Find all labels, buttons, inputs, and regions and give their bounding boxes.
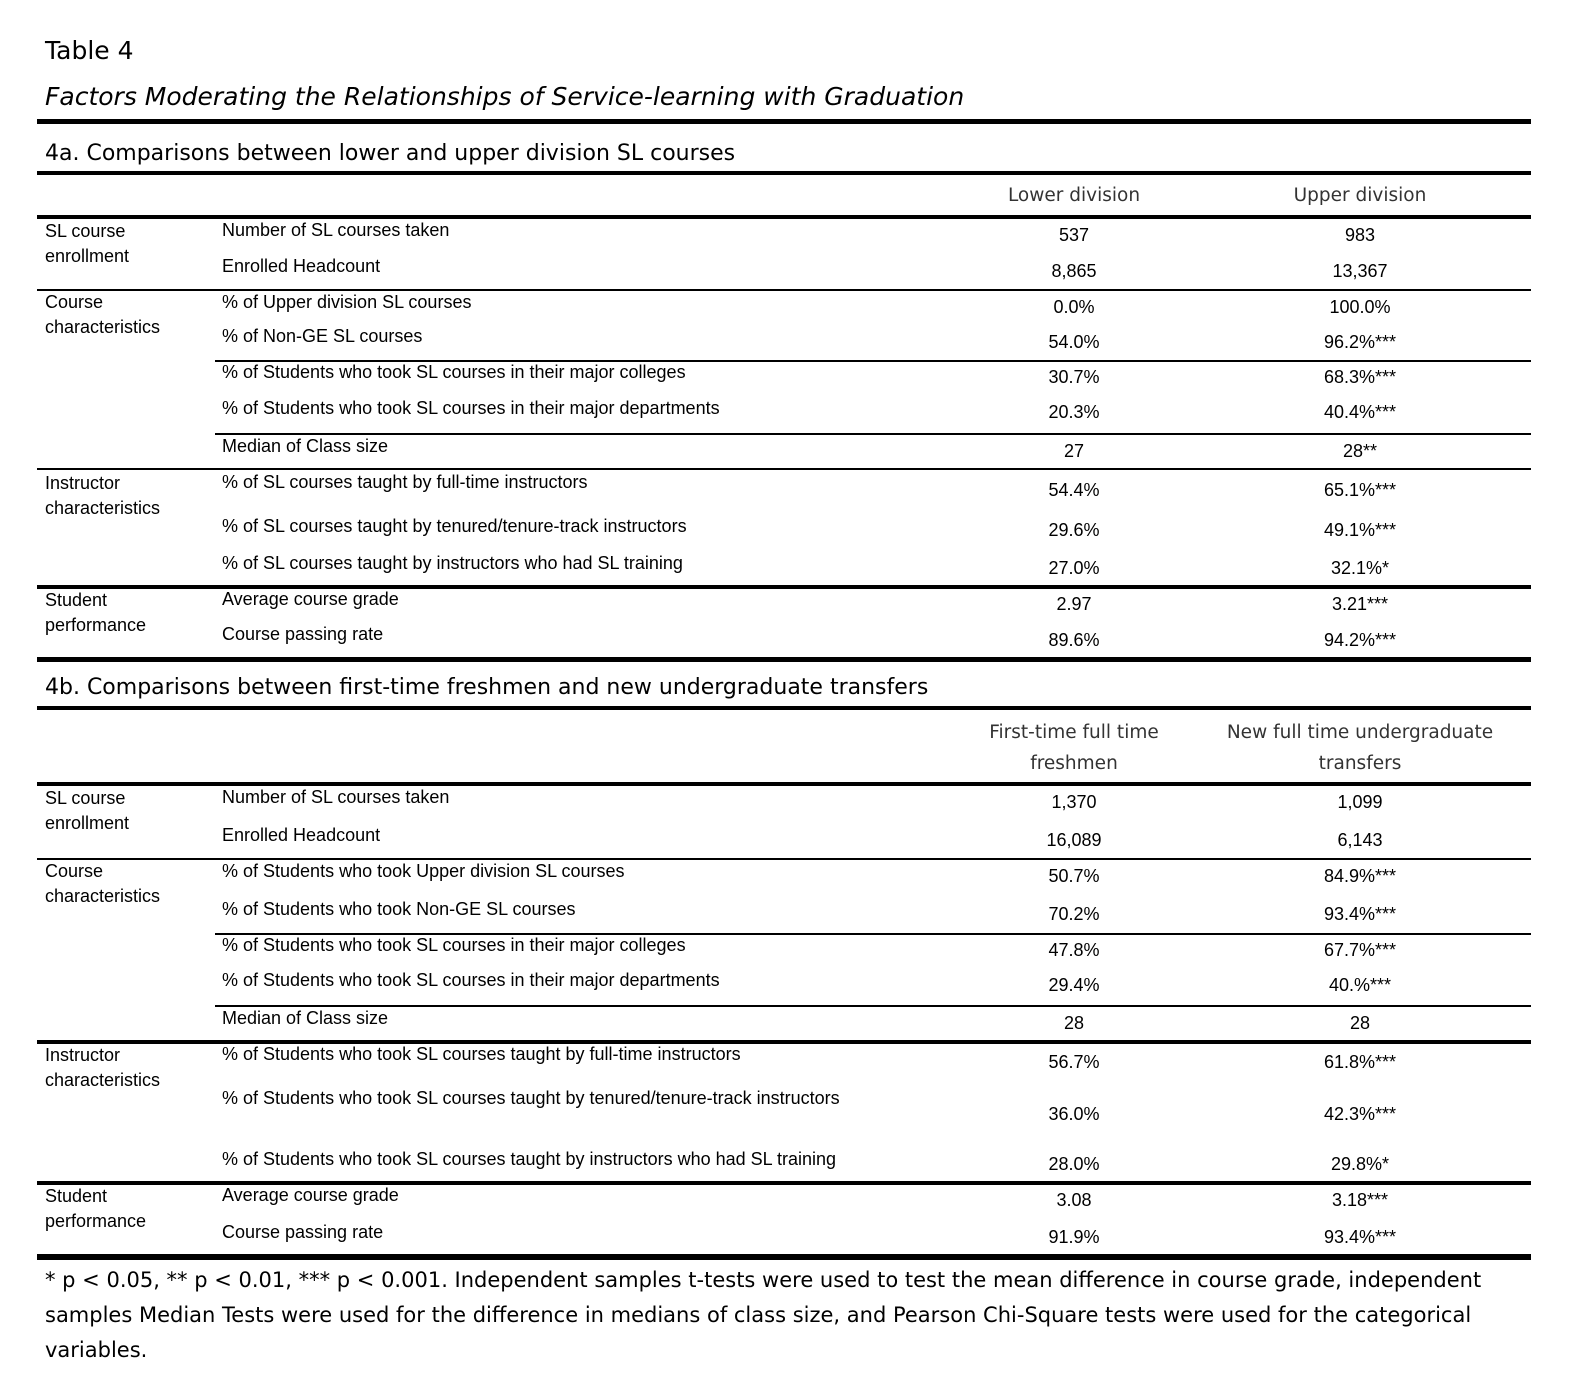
row-label: % of Students who took SL courses in their major colleges	[222, 362, 686, 382]
rule	[215, 1005, 1531, 1007]
row-label: Course passing rate	[222, 624, 384, 644]
row-label: Number of SL courses taken	[222, 220, 450, 240]
row-label: Median of Class size	[222, 436, 389, 456]
row-label: % of Upper division SL courses	[222, 292, 472, 312]
category-label: Course characteristics	[45, 292, 161, 337]
cell-value: 91.9%	[1048, 1227, 1100, 1247]
cell-value: 70.2%	[1048, 904, 1100, 924]
cell-value: 28.0%	[1048, 1154, 1100, 1174]
cell-value: 56.7%	[1048, 1052, 1100, 1072]
footnote: * p < 0.05, ** p < 0.01, *** p < 0.001. Independent samples t-tests were used to test the mean difference in course grade, independent samples Median Tests were used for the difference in medians of class size, and Pearson Chi-Square tests were used for the categorical variables.	[45, 1268, 1482, 1362]
cell-value: 0.0%	[1053, 297, 1095, 317]
row-label: % of Students who took SL courses taught by full-time instructors	[222, 1044, 741, 1064]
column-header-freshmen: First-time full time freshmen	[989, 722, 1159, 774]
cell-value: 13,367	[1332, 261, 1388, 281]
cell-value: 54.4%	[1048, 480, 1100, 500]
cell-value: 89.6%	[1048, 630, 1100, 650]
section-title-4b: 4b. Comparisons between first-time freshmen and new undergraduate transfers	[45, 675, 929, 700]
rule	[37, 171, 1531, 175]
cell-value: 40.4%***	[1323, 402, 1397, 422]
rule	[37, 706, 1531, 710]
cell-value: 84.9%***	[1323, 866, 1397, 886]
cell-value: 3.08	[1056, 1190, 1092, 1210]
cell-value: 20.3%	[1048, 402, 1100, 422]
cell-value: 983	[1344, 225, 1376, 245]
rule	[37, 215, 1531, 219]
cell-value: 29.8%*	[1330, 1154, 1390, 1174]
cell-value: 32.1%*	[1330, 558, 1390, 578]
row-label: % of Students who took SL courses in their major departments	[222, 970, 720, 990]
row-label: % of Students who took SL courses taught by instructors who had SL training	[222, 1149, 837, 1169]
cell-value: 94.2%***	[1323, 630, 1397, 650]
cell-value: 8,865	[1051, 261, 1097, 281]
cell-value: 28	[1063, 1013, 1085, 1033]
row-label: Average course grade	[222, 589, 399, 609]
row-label: % of Students who took SL courses in their major colleges	[222, 935, 686, 955]
row-label: Enrolled Headcount	[222, 825, 381, 845]
row-label: % of Students who took SL courses taught by tenured/tenure-track instructors	[222, 1088, 840, 1108]
category-label: Instructor characteristics	[45, 1045, 161, 1090]
column-header-transfers: New full time undergraduate transfers	[1226, 722, 1494, 774]
cell-value: 49.1%***	[1323, 520, 1397, 540]
row-label: Average course grade	[222, 1185, 399, 1205]
row-label: % of Students who took SL courses in their major departments	[222, 398, 720, 418]
cell-value: 65.1%***	[1323, 480, 1397, 500]
cell-value: 47.8%	[1048, 940, 1100, 960]
category-label: Instructor characteristics	[45, 473, 161, 518]
bottom-rule	[37, 1254, 1531, 1260]
cell-value: 50.7%	[1048, 866, 1100, 886]
row-label: % of SL courses taught by tenured/tenure-track instructors	[222, 516, 687, 536]
cell-value: 28**	[1342, 441, 1378, 461]
cell-value: 42.3%***	[1323, 1104, 1397, 1124]
cell-value: 96.2%***	[1323, 332, 1397, 352]
row-label: % of Students who took Upper division SL courses	[222, 861, 625, 881]
category-label: SL course enrollment	[45, 788, 130, 833]
row-label: % of Students who took Non-GE SL courses	[222, 899, 576, 919]
table-title: Factors Moderating the Relationships of Service-learning with Graduation	[45, 82, 965, 111]
column-header-upper-division: Upper division	[1293, 185, 1427, 206]
cell-value: 3.18***	[1331, 1190, 1389, 1210]
cell-value: 537	[1058, 225, 1090, 245]
row-label: % of SL courses taught by full-time instructors	[222, 472, 588, 492]
cell-value: 54.0%	[1048, 332, 1100, 352]
cell-value: 68.3%***	[1323, 367, 1397, 387]
category-label: Course characteristics	[45, 861, 161, 906]
row-label: % of SL courses taught by instructors who had SL training	[222, 553, 683, 573]
row-label: Course passing rate	[222, 1222, 384, 1242]
cell-value: 67.7%***	[1323, 940, 1397, 960]
rule	[215, 433, 1531, 435]
cell-value: 36.0%	[1048, 1104, 1100, 1124]
cell-value: 27	[1063, 441, 1085, 461]
cell-value: 30.7%	[1048, 367, 1100, 387]
rule	[37, 468, 1531, 470]
row-label: % of Non-GE SL courses	[222, 326, 423, 346]
cell-value: 16,089	[1046, 830, 1102, 850]
row-label: Median of Class size	[222, 1008, 389, 1028]
row-label: Enrolled Headcount	[222, 256, 381, 276]
rule	[37, 782, 1531, 786]
cell-value: 29.6%	[1048, 520, 1100, 540]
cell-value: 28	[1349, 1013, 1371, 1033]
cell-value: 93.4%***	[1323, 904, 1397, 924]
cell-value: 3.21***	[1331, 594, 1389, 614]
cell-value: 100.0%	[1329, 297, 1391, 317]
category-label: Student performance	[45, 590, 147, 635]
cell-value: 27.0%	[1048, 558, 1100, 578]
row-label: Number of SL courses taken	[222, 787, 450, 807]
section-title-4a: 4a. Comparisons between lower and upper division SL courses	[45, 141, 736, 166]
cell-value: 1,370	[1051, 792, 1097, 812]
cell-value: 29.4%	[1048, 975, 1100, 995]
cell-value: 1,099	[1337, 792, 1383, 812]
cell-value: 40.%***	[1328, 975, 1392, 995]
cell-value: 2.97	[1056, 594, 1092, 614]
cell-value: 6,143	[1337, 830, 1383, 850]
top-rule	[37, 119, 1531, 124]
rule	[37, 858, 1531, 860]
table-number: Table 4	[45, 36, 134, 65]
cell-value: 61.8%***	[1323, 1052, 1397, 1072]
column-header-lower-division: Lower division	[1007, 185, 1141, 206]
rule	[37, 657, 1531, 662]
category-label: SL course enrollment	[45, 221, 130, 266]
cell-value: 93.4%***	[1323, 1227, 1397, 1247]
category-label: Student performance	[45, 1186, 147, 1231]
rule	[37, 289, 1531, 291]
